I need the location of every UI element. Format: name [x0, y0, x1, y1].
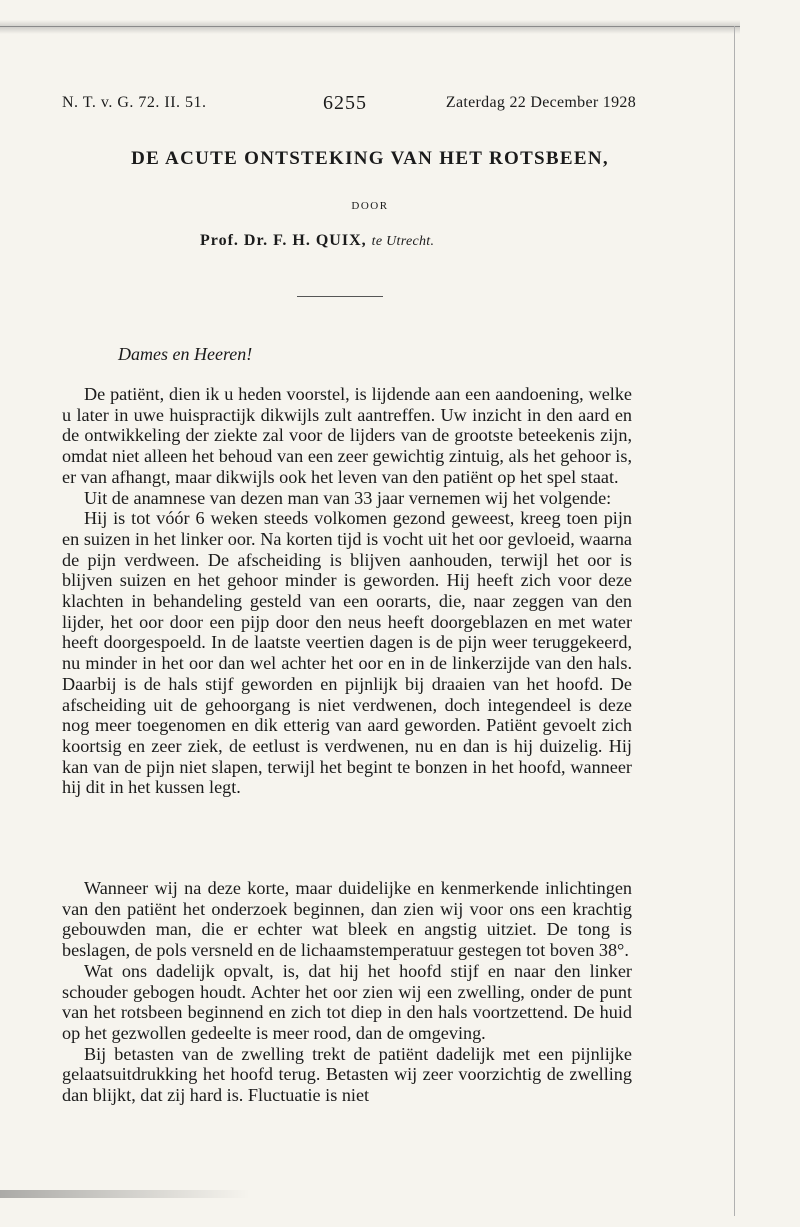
salutation: Dames en Heeren! [118, 344, 253, 364]
byline-door: DOOR [351, 200, 389, 212]
paragraph: Bij betasten van de zwelling trekt de patiënt dadelijk met een pijnlijke gelaatsuitdrukking het hoofd terug. Betasten wij zeer voorzichtig de zwelling dan blijkt, dat zij hard is. Fluctuatie is niet [62, 1043, 632, 1106]
author-place: te Utrecht. [371, 234, 435, 249]
author-line [200, 232, 434, 250]
scan-edge-line [0, 26, 740, 27]
paragraph: De patiënt, dien ik u heden voorstel, is lijdende aan een aandoening, welke u later in uwe huispractijk dikwijls zult aantreffen. Uw inzicht in den aard en de ontwikkeling der ziekte zal voor de lijders van de grootste beteekenis zijn, omdat niet alleen het behoud van een zeer gewichtig zintuig, als het gehoor is, er van afhangt, maar dikwijls ook het leven van den patiënt op het spel staat. [62, 384, 632, 487]
body-text-lower [62, 878, 632, 1106]
issue-date: Zaterdag 22 December 1928 [445, 94, 636, 111]
journal-reference: N. T. v. G. 72. II. 51. [62, 94, 207, 111]
paragraph: Uit de anamnese van dezen man van 33 jaar vernemen wij het volgende: [84, 487, 612, 508]
running-header [62, 92, 636, 116]
paragraph: Wanneer wij na deze korte, maar duidelijke en kenmerkende inlichtingen van den patiënt het onderzoek beginnen, dan zien wij voor ons een krachtig gebouwden man, die er echter wat bleek en angstig uitziet. De tong is beslagen, de pols versneld en de lichaamstemperatuur gestegen tot boven 38°. [62, 878, 632, 961]
body-text-upper [62, 384, 632, 798]
scan-edge-top [0, 20, 740, 34]
scan-edge-bottom [0, 1190, 250, 1198]
paragraph: Hij is tot vóór 6 weken steeds volkomen gezond geweest, kreeg toen pijn en suizen in het linker oor. Na korten tijd is vocht uit het oor gevloeid, waarna de pijn verdween. De afscheiding is blijven aanhouden, terwijl het oor is blijven suizen en het gehoor minder is geworden. Hij heeft zich voor deze klachten in behandeling gesteld van een oorarts, die, naar zeggen van den lijder, het oor door een pijp door den neus heeft doorgeblazen en met water heeft doorgespoeld. In de laatste veertien dagen is de pijn weer teruggekeerd, nu minder in het oor dan wel achter het oor en in de linkerzijde van den hals. Daarbij is de hals stijf geworden en pijnlijk bij draaien van het hoofd. De afscheiding uit de gehoorgang is niet verdwenen, doch integendeel is deze nog meer toegenomen en dik etterig van aard geworden. Patiënt gevoelt zich koortsig en zeer ziek, de eetlust is verdwenen, nu en dan is hij duizelig. Hij kan van de pijn niet slapen, terwijl het begint te bonzen in het hoofd, wanneer hij dit in het kussen legt. [62, 508, 632, 798]
title-separator-rule [297, 296, 383, 297]
page-number: 6255 [323, 92, 367, 114]
author-name: Prof. Dr. F. H. QUIX, [200, 232, 367, 249]
scan-edge-right [734, 26, 735, 1216]
paragraph: Wat ons dadelijk opvalt, is, dat hij het hoofd stijf en naar den linker schouder gebogen houdt. Achter het oor zien wij een zwelling, onder de punt van het rotsbeen beginnend en zich tot diep in den hals voortzettend. De huid op het gezwollen gedeelte is meer rood, dan de omgeving. [62, 960, 632, 1043]
article-title: DE ACUTE ONTSTEKING VAN HET ROTSBEEN, [131, 148, 609, 169]
